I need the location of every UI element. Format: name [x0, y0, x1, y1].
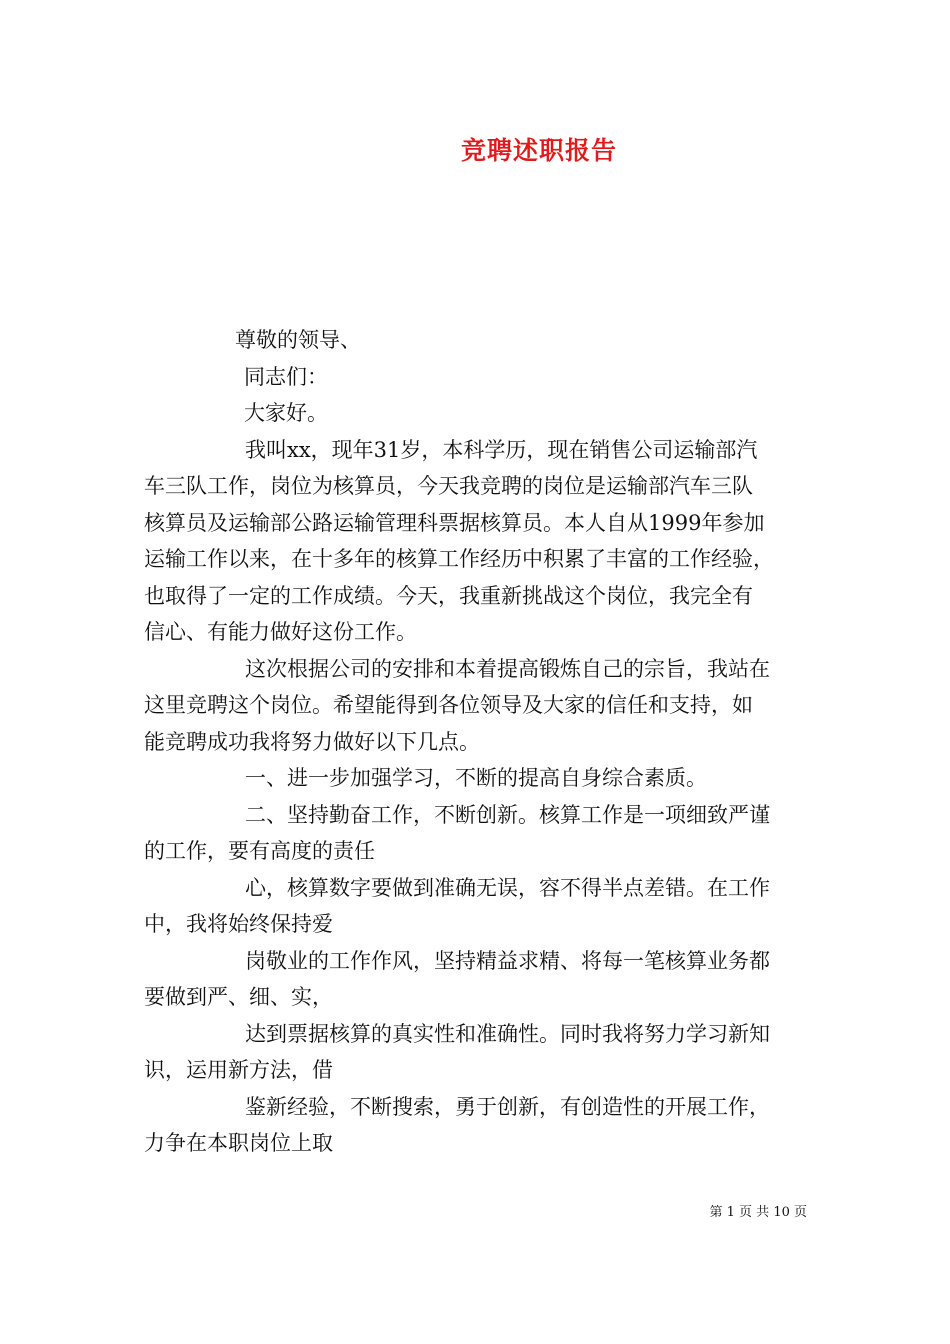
body-line: 要做到严、细、实，	[144, 985, 333, 1009]
body-line: 达到票据核算的真实性和准确性。同时我将努力学习新知	[245, 1021, 770, 1046]
body-line: 识，运用新方法，借	[144, 1058, 333, 1082]
body-line: 心，核算数字要做到准确无误，容不得半点差错。在工作	[245, 875, 770, 900]
body-line: 这里竞聘这个岗位。希望能得到各位领导及大家的信任和支持，如	[144, 693, 753, 717]
greeting-line: 大家好。	[244, 401, 328, 425]
body-line: 一、进一步加强学习，不断的提高自身综合素质。	[245, 766, 707, 790]
body-line: 也取得了一定的工作成绩。今天，我重新挑战这个岗位，我完全有	[144, 583, 753, 608]
body-line: 岗敬业的工作作风，坚持精益求精、将每一笔核算业务都	[245, 948, 770, 973]
body-line: 能竞聘成功我将努力做好以下几点。	[144, 729, 480, 754]
body-line: 我叫xx，现年31岁，本科学历，现在销售公司运输部汽	[245, 437, 758, 462]
body-line: 车三队工作，岗位为核算员，今天我竞聘的岗位是运输部汽车三队	[144, 474, 753, 498]
salutation-line: 同志们：	[244, 364, 328, 389]
body-line: 核算员及运输部公路运输管理科票据核算员。本人自从1999年参加	[144, 510, 765, 535]
body-line: 信心、有能力做好这份工作。	[144, 620, 417, 644]
body-line: 中，我将始终保持爱	[144, 912, 333, 936]
document-title: 竞聘述职报告	[460, 136, 617, 165]
salutation-line: 尊敬的领导、	[235, 328, 361, 352]
body-line: 鉴新经验，不断搜索，勇于创新，有创造性的开展工作，	[245, 1094, 770, 1119]
body-paragraphs	[144, 432, 812, 1162]
body-line: 这次根据公司的安排和本着提高锻炼自己的宗旨，我站在	[245, 656, 770, 681]
document-body	[144, 322, 812, 1162]
body-line: 力争在本职岗位上取	[144, 1131, 333, 1155]
page-number: 第 1 页 共 10 页	[709, 1205, 807, 1220]
body-line: 二、坚持勤奋工作，不断创新。核算工作是一项细致严谨	[245, 802, 770, 827]
body-line: 的工作，要有高度的责任	[144, 839, 375, 863]
body-line: 运输工作以来，在十多年的核算工作经历中积累了丰富的工作经验，	[144, 547, 774, 571]
